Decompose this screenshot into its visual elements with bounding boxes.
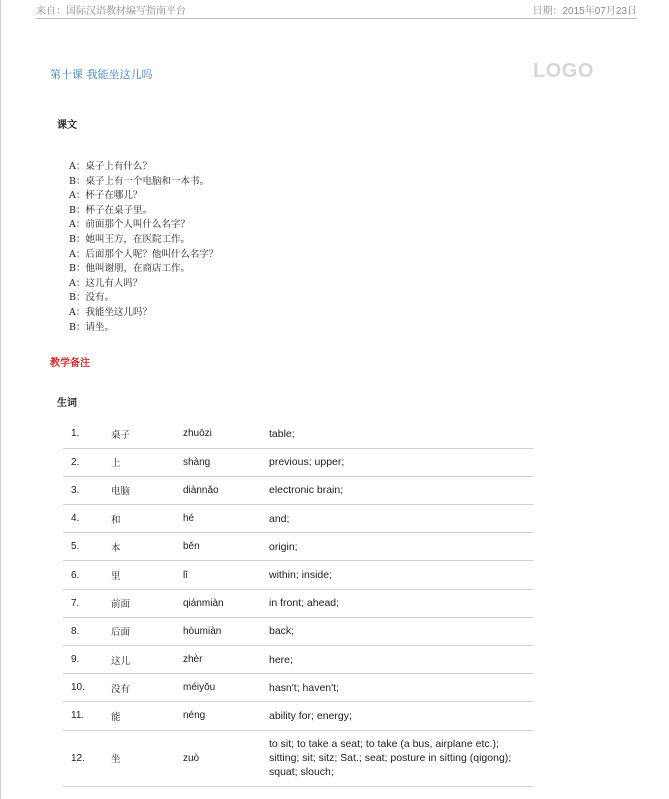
vocab-row (63, 617, 533, 645)
lesson-title: 第十课 我能坐这儿吗 (50, 68, 153, 81)
vocab-hanzi: 没有 (111, 674, 183, 702)
vocab-row (63, 730, 533, 786)
dialogue-line: A：杯子在哪儿？ (69, 190, 143, 202)
vocab-pinyin: qiánmiàn (183, 589, 269, 617)
vocab-english: electronic brain; (269, 476, 533, 504)
vocab-row (63, 674, 533, 702)
vocab-english: to sit; to take a seat; to take (a bus, airplane etc.); sitting; sit; sitz; Sat.; seat; posture in sitting (qigong); squat; slouch; (269, 730, 533, 786)
vocab-english: back; (269, 617, 533, 645)
dialogue-line: A：前面那个人叫什么名字？ (69, 219, 190, 231)
vocab-english: ability for; energy; (269, 702, 533, 730)
vocab-row (63, 505, 533, 533)
section-heading: 课文 (57, 120, 77, 131)
vocab-hanzi: 桌子 (111, 420, 183, 448)
dialogue-list (69, 160, 218, 335)
vocab-hanzi: 坐 (111, 730, 183, 786)
dialogue-line: B：桌子上有一个电脑和一本书。 (69, 175, 209, 187)
vocab-hanzi: 里 (111, 561, 183, 589)
vocab-hanzi: 后面 (111, 617, 183, 645)
dialogue-line: B：杯子在桌子里。 (69, 204, 152, 216)
vocab-number: 12. (63, 730, 111, 786)
notes-heading: 教学备注 (50, 358, 90, 369)
vocab-row (63, 561, 533, 589)
vocab-pinyin: diànnǎo (183, 476, 269, 504)
header-source: 来自：国际汉语教材编写指南平台 (36, 6, 186, 17)
vocab-english: in front; ahead; (269, 589, 533, 617)
logo: LOGO (533, 60, 594, 82)
vocab-row (63, 646, 533, 674)
vocab-english: here; (269, 646, 533, 674)
vocab-row (63, 448, 533, 476)
vocab-pinyin: hòumiàn (183, 617, 269, 645)
vocab-row (63, 702, 533, 730)
dialogue-line: B：她叫王方，在医院工作。 (69, 233, 190, 245)
vocab-table (63, 420, 533, 787)
dialogue-line: A：我能坐这儿吗？ (69, 306, 152, 318)
vocab-hanzi: 电脑 (111, 476, 183, 504)
vocab-english: and; (269, 505, 533, 533)
vocab-number: 5. (63, 533, 111, 561)
vocab-english: previous; upper; (269, 448, 533, 476)
vocab-hanzi: 和 (111, 505, 183, 533)
vocab-hanzi: 前面 (111, 589, 183, 617)
vocab-row (63, 476, 533, 504)
header-date: 日期：2015年07月23日 (532, 6, 637, 17)
page-header (36, 0, 637, 19)
vocab-number: 10. (63, 674, 111, 702)
vocab-pinyin: zhuōzi (183, 420, 269, 448)
vocab-number: 1. (63, 420, 111, 448)
vocab-pinyin: zuò (183, 730, 269, 786)
next-row-cutoff (63, 791, 533, 799)
vocab-english: within; inside; (269, 561, 533, 589)
vocab-hanzi: 本 (111, 533, 183, 561)
dialogue-line: A：这儿有人吗？ (69, 277, 143, 289)
vocab-row (63, 589, 533, 617)
vocab-hanzi: 能 (111, 702, 183, 730)
vocab-english: origin; (269, 533, 533, 561)
vocab-pinyin: shàng (183, 448, 269, 476)
vocab-row (63, 533, 533, 561)
vocab-english: hasn't; haven't; (269, 674, 533, 702)
vocab-hanzi: 这儿 (111, 646, 183, 674)
vocab-pinyin: hé (183, 505, 269, 533)
vocab-pinyin: zhèr (183, 646, 269, 674)
vocab-pinyin: méiyǒu (183, 674, 269, 702)
vocab-hanzi: 上 (111, 448, 183, 476)
vocab-number: 2. (63, 448, 111, 476)
vocab-number: 11. (63, 702, 111, 730)
dialogue-line: A：桌子上有什么？ (69, 161, 152, 172)
dialogue-line: B：他叫谢朋，在商店工作。 (69, 263, 190, 275)
vocab-heading: 生词 (57, 398, 77, 409)
vocab-number: 6. (63, 561, 111, 589)
vocab-number: 7. (63, 589, 111, 617)
vocab-pinyin: běn (183, 533, 269, 561)
vocab-number: 3. (63, 476, 111, 504)
vocab-number: 9. (63, 646, 111, 674)
vocab-number: 8. (63, 617, 111, 645)
vocab-row (63, 420, 533, 448)
dialogue-line: B：没有。 (69, 292, 114, 304)
dialogue-line: B：请坐。 (69, 321, 114, 333)
dialogue-line: A：后面那个人呢？他叫什么名字？ (69, 248, 219, 260)
vocab-english: table; (269, 420, 533, 448)
vocab-number: 4. (63, 505, 111, 533)
vocab-pinyin: lǐ (183, 561, 269, 589)
vocab-pinyin: néng (183, 702, 269, 730)
